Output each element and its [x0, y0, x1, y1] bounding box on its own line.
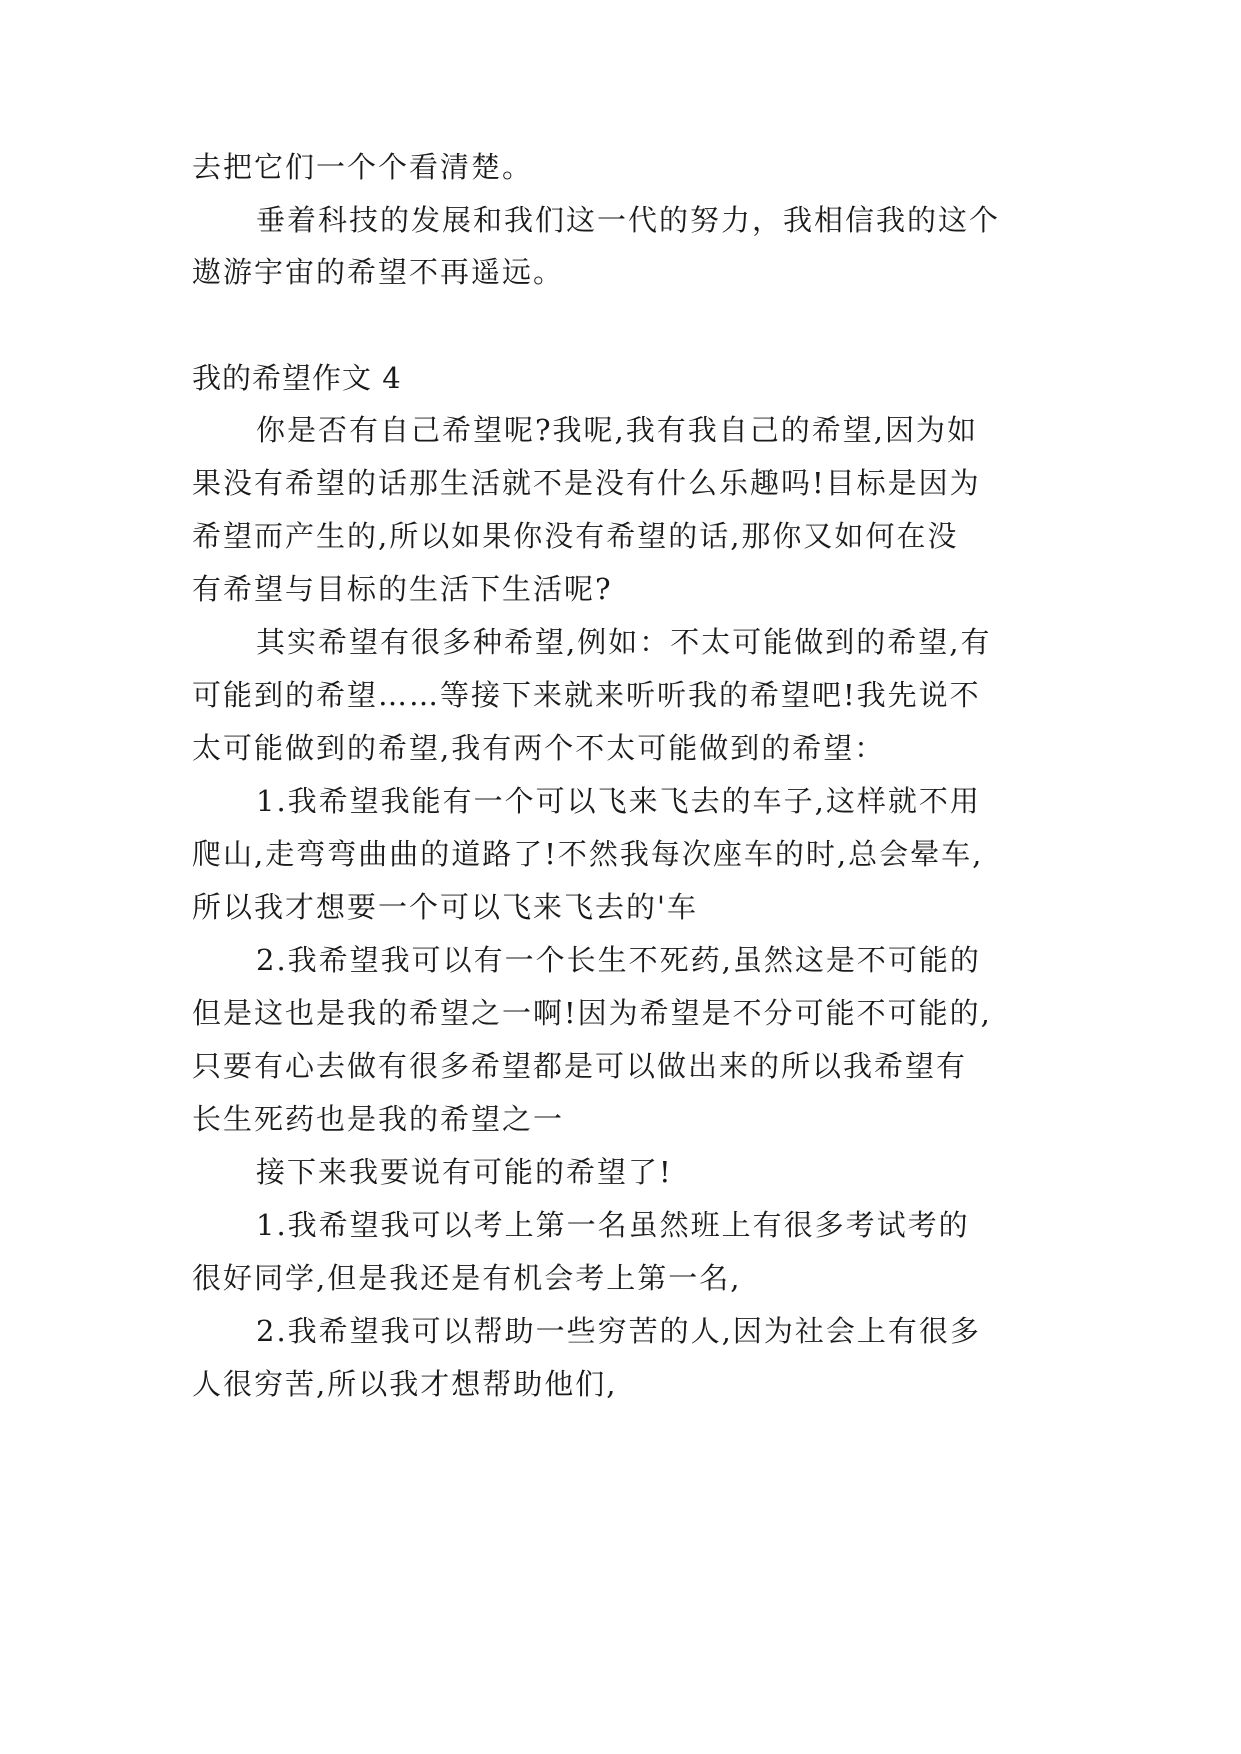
paragraph-line: 长生死药也是我的希望之一	[192, 1102, 565, 1136]
paragraph-line: 可能到的希望……等接下来就来听听我的希望吧!我先说不	[192, 678, 981, 712]
paragraph-line: 爬山,走弯弯曲曲的道路了!不然我每次座车的时,总会晕车,	[192, 837, 984, 871]
paragraph-line: 人很穷苦,所以我才想帮助他们,	[192, 1367, 618, 1401]
list-item: 1.我希望我能有一个可以飞来飞去的车子,这样就不用	[256, 784, 981, 818]
paragraph-line: 垂着科技的发展和我们这一代的努力，我相信我的这个	[256, 203, 1001, 237]
paragraph-line: 去把它们一个个看清楚。	[192, 150, 534, 184]
paragraph-line: 有希望与目标的生活下生活呢?	[192, 572, 613, 606]
list-item: 2.我希望我可以帮助一些穷苦的人,因为社会上有很多	[256, 1314, 981, 1348]
paragraph-line: 希望而产生的,所以如果你没有希望的话,那你又如何在没	[192, 519, 959, 553]
list-item: 1.我希望我可以考上第一名虽然班上有很多考试考的	[256, 1208, 970, 1242]
paragraph-line: 所以我才想要一个可以飞来飞去的'车	[192, 890, 698, 924]
paragraph-line: 遨游宇宙的希望不再遥远。	[192, 255, 565, 289]
list-item: 2.我希望我可以有一个长生不死药,虽然这是不可能的	[256, 943, 981, 977]
paragraph-line: 只要有心去做有很多希望都是可以做出来的所以我希望有	[192, 1049, 968, 1083]
paragraph-line: 很好同学,但是我还是有机会考上第一名,	[192, 1261, 742, 1295]
paragraph-line: 果没有希望的话那生活就不是没有什么乐趣吗!目标是因为	[192, 466, 981, 500]
section-title: 我的希望作文 4	[192, 361, 402, 395]
paragraph-line: 接下来我要说有可能的希望了!	[256, 1155, 673, 1189]
paragraph-line: 但是这也是我的希望之一啊!因为希望是不分可能不可能的,	[192, 996, 992, 1030]
paragraph-line: 太可能做到的希望,我有两个不太可能做到的希望：	[192, 731, 886, 765]
paragraph-line: 其实希望有很多种希望,例如：不太可能做到的希望,有	[256, 625, 992, 659]
paragraph-line: 你是否有自己希望呢?我呢,我有我自己的希望,因为如	[256, 413, 978, 447]
